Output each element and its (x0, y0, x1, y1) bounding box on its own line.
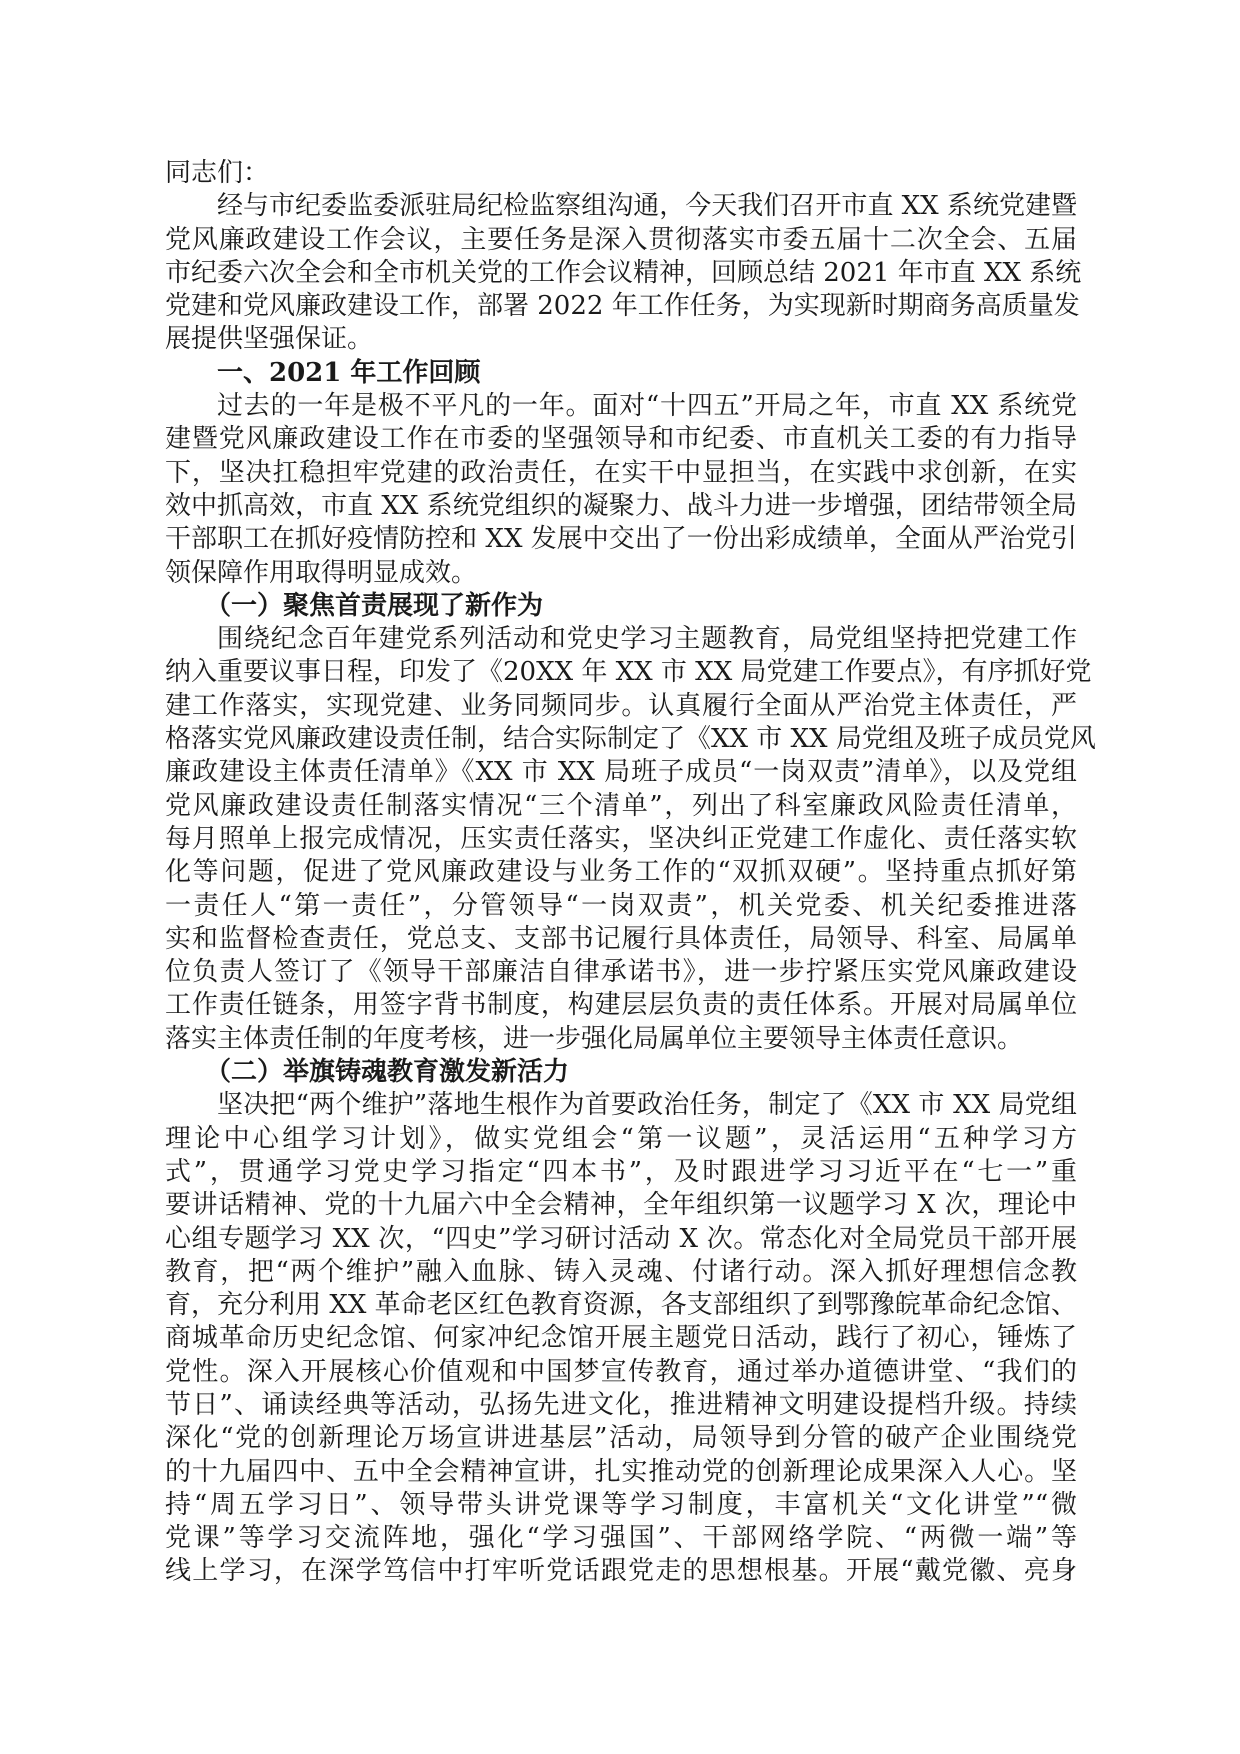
paragraph-line: 廉政建设主体责任清单》《XX 市 XX 局班子成员“一岗双责”清单》，以及党组 (165, 757, 1077, 788)
paragraph-line: 实和监督检查责任，党总支、支部书记履行具体责任，局领导、科室、局属单 (165, 923, 1077, 954)
paragraph-line: 育，充分利用 XX 革命老区红色教育资源，各支部组织了到鄂豫皖革命纪念馆、 (165, 1290, 1077, 1321)
paragraph-line: 党风廉政建设责任制落实情况“三个清单”，列出了科室廉政风险责任清单， (165, 790, 1077, 821)
paragraph-line: 持“周五学习日”、领导带头讲党课等学习制度，丰富机关“文化讲堂”“微 (165, 1489, 1077, 1520)
paragraph-line: 效中抓高效，市直 XX 系统党组织的凝聚力、战斗力进一步增强，团结带领全局 (165, 490, 1077, 521)
paragraph-line: 节日”、诵读经典等活动，弘扬先进文化，推进精神文明建设提档升级。持续 (165, 1389, 1077, 1420)
paragraph-line: 一责任人“第一责任”，分管领导“一岗双责”，机关党委、机关纪委推进落 (165, 890, 1077, 921)
paragraph-line: 理论中心组学习计划》，做实党组会“第一议题”，灵活运用“五种学习方 (165, 1123, 1077, 1154)
paragraph-line: 式”，贯通学习党史学习指定“四本书”，及时跟进学习习近平在“七一”重 (165, 1156, 1077, 1187)
paragraph-line: 围绕纪念百年建党系列活动和党史学习主题教育，局党组坚持把党建工作 (217, 624, 1077, 655)
paragraph (165, 1089, 1077, 1588)
paragraph-line: 工作责任链条，用签字背书制度，构建层层负责的责任体系。开展对局属单位 (165, 990, 1077, 1021)
paragraph-line: 党风廉政建设工作会议，主要任务是深入贯彻落实市委五届十二次全会、五届 (165, 224, 1077, 255)
paragraph-line: 建暨党风廉政建设工作在市委的坚强领导和市纪委、市直机关工委的有力指导 (165, 424, 1077, 455)
paragraph-line: 下，坚决扛稳担牢党建的政治责任，在实干中显担当，在实践中求创新，在实 (165, 457, 1077, 488)
paragraph-line: 化等问题，促进了党风廉政建设与业务工作的“双抓双硬”。坚持重点抓好第 (165, 857, 1077, 888)
paragraph-line: 教育，把“两个维护”融入血脉、铸入灵魂、付诸行动。深入抓好理想信念教 (165, 1256, 1077, 1287)
paragraph-line: 纳入重要议事日程，印发了《20XX 年 XX 市 XX 局党建工作要点》，有序抓好党 (165, 657, 1092, 688)
paragraph-line: 格落实党风廉政建设责任制，结合实际制定了《XX 市 XX 局党组及班子成员党风 (165, 724, 1096, 755)
document-page (165, 157, 1096, 1589)
paragraph-line: 党课”等学习交流阵地，强化“学习强国”、干部网络学院、“两微一端”等 (165, 1523, 1077, 1554)
paragraph-line: 市纪委六次全会和全市机关党的工作会议精神，回顾总结 2021 年市直 XX 系统 (165, 257, 1082, 288)
paragraph-line: 过去的一年是极不平凡的一年。面对“十四五”开局之年，市直 XX 系统党 (217, 391, 1077, 422)
paragraph-line: 心组专题学习 XX 次，“四史”学习研讨活动 X 次。常态化对全局党员干部开展 (165, 1223, 1077, 1254)
section-heading: 一、2021 年工作回顾 (217, 357, 481, 388)
paragraph-line: 党性。深入开展核心价值观和中国梦宣传教育，通过举办道德讲堂、“我们的 (165, 1356, 1077, 1387)
paragraph-line: 干部职工在抓好疫情防控和 XX 发展中交出了一份出彩成绩单，全面从严治党引 (165, 524, 1077, 555)
paragraph (165, 390, 1077, 590)
subsection-heading: （二）举旗铸魂教育激发新活力 (205, 1057, 570, 1088)
paragraph-line: 要讲话精神、党的十九届六中全会精神，全年组织第一议题学习 X 次，理论中 (165, 1190, 1077, 1221)
paragraph (165, 190, 1082, 356)
paragraph-line: 党建和党风廉政建设工作，部署 2022 年工作任务，为实现新时期商务高质量发 (165, 291, 1080, 322)
paragraph-line: 的十九届四中、五中全会精神宣讲，扎实推动党的创新理论成果深入人心。坚 (165, 1456, 1077, 1487)
paragraph (165, 623, 1096, 1056)
subsection-heading: （一）聚焦首责展现了新作为 (205, 590, 544, 621)
paragraph-line: 深化“党的创新理论万场宣讲进基层”活动，局领导到分管的破产企业围绕党 (165, 1423, 1077, 1454)
paragraph-line: 坚决把“两个维护”落地生根作为首要政治任务，制定了《XX 市 XX 局党组 (217, 1090, 1077, 1121)
paragraph-line: 建工作落实，实现党建、业务同频同步。认真履行全面从严治党主体责任，严 (165, 690, 1077, 721)
paragraph-line: 商城革命历史纪念馆、何家冲纪念馆开展主题党日活动，践行了初心，锤炼了 (165, 1323, 1077, 1354)
paragraph-line: 落实主体责任制的年度考核，进一步强化局属单位主要领导主体责任意识。 (165, 1023, 1024, 1054)
paragraph-line: 领保障作用取得明显成效。 (165, 557, 478, 588)
salutation: 同志们： (165, 158, 270, 188)
paragraph-line: 位负责人签订了《领导干部廉洁自律承诺书》，进一步拧紧压实党风廉政建设 (165, 957, 1077, 988)
paragraph-line: 线上学习，在深学笃信中打牢听党话跟党走的思想根基。开展“戴党徽、亮身 (165, 1556, 1077, 1587)
paragraph-line: 经与市纪委监委派驻局纪检监察组沟通，今天我们召开市直 XX 系统党建暨 (217, 191, 1077, 222)
paragraph-line: 展提供坚强保证。 (165, 324, 374, 355)
paragraph-line: 每月照单上报完成情况，压实责任落实，坚决纠正党建工作虚化、责任落实软 (165, 823, 1077, 854)
